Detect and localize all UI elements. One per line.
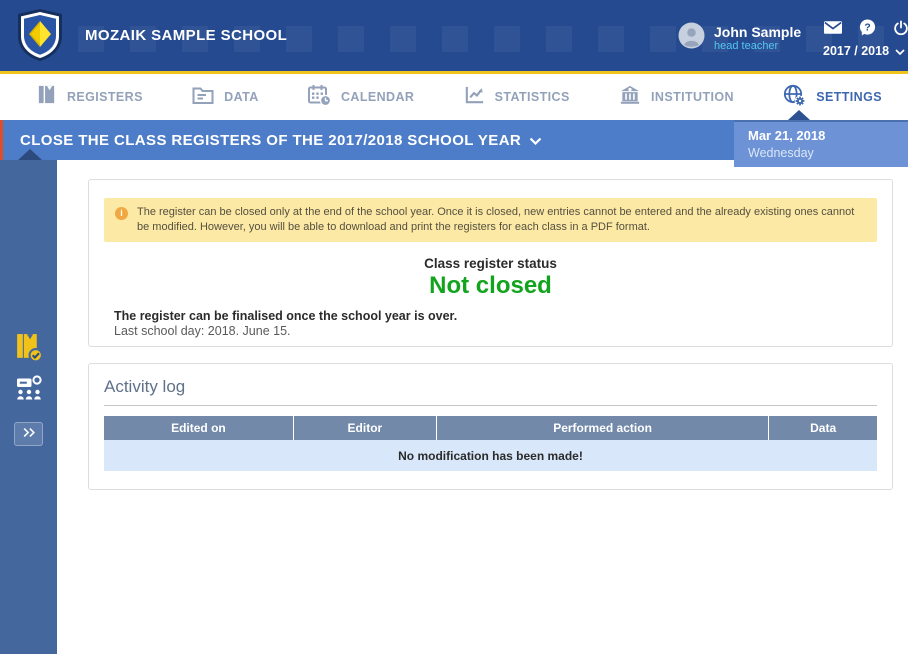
column-header-edited-on: Edited on: [104, 416, 293, 440]
user-role: head teacher: [714, 39, 779, 52]
column-header-editor: Editor: [293, 416, 436, 440]
activity-log-table: [104, 416, 877, 471]
double-chevron-right-icon: [22, 425, 36, 443]
school-name: MOZAIK SAMPLE SCHOOL: [85, 27, 288, 44]
column-header-data: Data: [769, 416, 877, 440]
table-row: [104, 440, 877, 471]
nav-item-calendar[interactable]: [307, 83, 414, 112]
status-label: Class register status: [424, 256, 557, 271]
calendar-icon: [307, 83, 332, 112]
active-tab-pointer: [788, 110, 810, 120]
notice-text: The register can be closed only at the end of the school year. Once it is closed, new entries cannot be entered and the already existing ones cannot be modified. However, you will be able to download and print the registers for each class in a PDF format.: [137, 206, 855, 233]
chevron-down-icon: [895, 44, 905, 58]
last-school-day: Last school day: 2018. June 15.: [114, 324, 291, 338]
nav-item-settings[interactable]: [782, 83, 882, 112]
user-name: John Sample: [714, 23, 802, 40]
active-sidebar-pointer: [18, 149, 42, 160]
activity-log-panel: [88, 363, 893, 490]
chevron-down-icon: [529, 132, 542, 149]
status-value: Not closed: [429, 272, 552, 299]
register-status-panel: [88, 179, 893, 347]
user-menu[interactable]: [678, 22, 801, 54]
content-area: [88, 160, 893, 490]
nav-item-data[interactable]: [191, 84, 258, 111]
nav-label: REGISTERS: [67, 90, 143, 104]
sidebar-expand-button[interactable]: [14, 422, 43, 446]
data-icon: [191, 84, 215, 111]
settings-globe-gear-icon: [782, 83, 807, 112]
page-title: CLOSE THE CLASS REGISTERS OF THE 2017/2018 SCHOOL YEAR: [20, 131, 522, 149]
nav-label: INSTITUTION: [651, 90, 734, 104]
nav-item-institution[interactable]: [618, 83, 734, 111]
power-icon[interactable]: [893, 20, 908, 36]
top-header: [0, 0, 908, 71]
page-title-toggle[interactable]: [20, 120, 542, 160]
help-icon[interactable]: [859, 19, 876, 36]
notice-box: [104, 198, 877, 242]
current-date: Mar 21, 2018: [748, 128, 826, 143]
page-title-banner: [0, 120, 908, 160]
main-nav: [0, 74, 908, 120]
nav-label: SETTINGS: [816, 90, 882, 104]
registers-icon: [35, 83, 58, 111]
activity-log-title: Activity log: [104, 377, 877, 406]
info-icon: i: [115, 207, 128, 220]
current-weekday: Wednesday: [748, 146, 814, 160]
nav-label: STATISTICS: [494, 90, 570, 104]
empty-table-message: No modification has been made!: [104, 440, 877, 471]
school-year-selector[interactable]: [823, 44, 905, 58]
nav-item-statistics[interactable]: [463, 83, 570, 111]
sidebar-item-close-registers[interactable]: [0, 332, 57, 368]
statistics-icon: [463, 83, 486, 111]
left-sidebar: [0, 160, 57, 654]
nav-label: CALENDAR: [340, 90, 415, 104]
table-header-row: [104, 416, 877, 440]
banner-left-strip: [0, 120, 3, 160]
column-header-performed-action: Performed action: [436, 416, 768, 440]
mail-icon[interactable]: [824, 21, 842, 34]
sidebar-item-class-organization[interactable]: [0, 374, 57, 407]
register-check-icon: [13, 332, 44, 368]
nav-item-registers[interactable]: [35, 83, 143, 111]
school-year-label: 2017 / 2018: [823, 44, 890, 58]
institution-icon: [618, 83, 642, 111]
header-actions: [824, 19, 908, 36]
svg-text:?: ?: [864, 22, 871, 34]
avatar: [678, 22, 705, 54]
finalise-note: The register can be finalised once the school year is over.: [114, 309, 458, 323]
nav-label: DATA: [224, 90, 259, 104]
school-logo-icon: [18, 9, 62, 66]
class-organization-icon: [15, 374, 43, 407]
